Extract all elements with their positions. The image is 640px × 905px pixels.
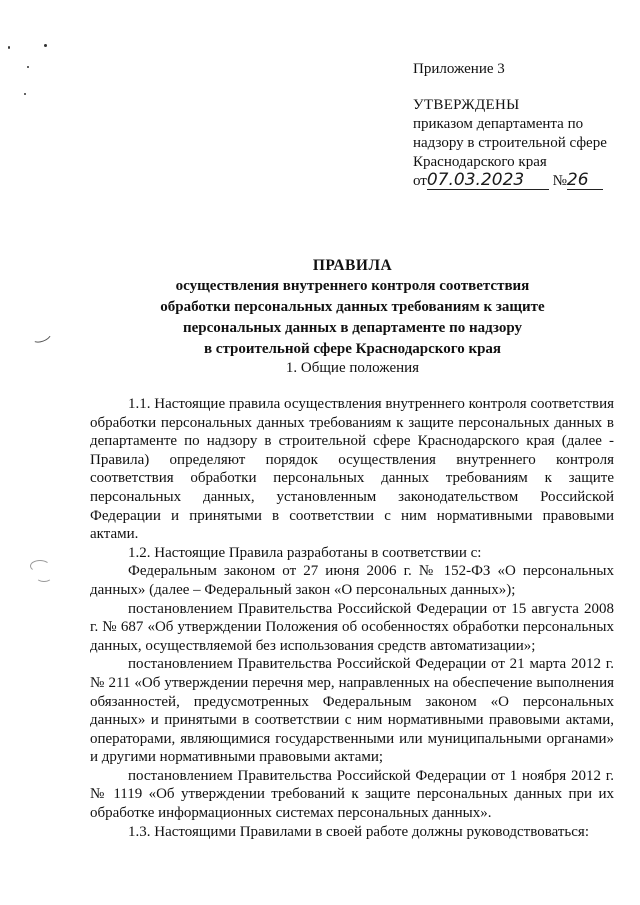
paragraph-1-2: 1.2. Настоящие Правила разработаны в соответствии с:	[128, 544, 482, 561]
title-line: в строительной сфере Краснодарского края	[203, 341, 502, 357]
margin-mark	[30, 560, 50, 572]
order-line: надзору в строительной сфере	[413, 135, 607, 151]
approval-block	[413, 60, 623, 191]
title-line: обработки персональных данных требованиям к защите	[160, 299, 545, 315]
from-prefix: от	[413, 173, 427, 189]
paragraph-law-152: Федеральным законом от 27 июня 2006 г. № 152-ФЗ «О персональных данных» (далее – Федеральный закон «О персональных данных»);	[90, 563, 614, 598]
paragraph-decree-687: постановлением Правительства Российской Федерации от 15 августа 2008 г. № 687 «Об утверждении Положения об особенностях обработки персональных данных, осуществляемой без использования средств автоматизации»;	[90, 600, 614, 654]
date-field	[426, 170, 549, 190]
document-body	[90, 395, 614, 841]
handwritten-date: 07.03.2023	[426, 170, 525, 190]
handwritten-number: 26	[566, 170, 589, 190]
annex-label: Приложение 3	[413, 61, 505, 77]
paragraph-1-1: 1.1. Настоящие правила осуществления внутреннего контроля соответствия обработки персональных данных требованиям к защите персональных данных в департаменте по надзору в строительной сфере Краснодарского края (далее - Правила) определяют порядок осуществления внутреннего контроля соответствия обработки персональных данных требованиям к защите персональных данных, установленным законодательством Российской Федерации и принятыми в соответствии с ним нормативными правовыми актами.	[90, 396, 615, 543]
paragraph-decree-1119: постановлением Правительства Российской Федерации от 1 ноября 2012 г. № 1119 «Об утверждении требований к защите персональных данных при их обработке информационных системах персональных данных».	[90, 767, 614, 822]
date-number-line	[413, 172, 623, 191]
document-title	[90, 255, 615, 360]
title-line: персональных данных в департаменте по надзору	[183, 320, 522, 336]
scan-speck	[8, 46, 10, 49]
number-field	[566, 170, 603, 190]
scan-speck	[27, 66, 29, 68]
margin-mark	[28, 325, 53, 346]
margin-mark	[36, 572, 52, 582]
paragraph-decree-211: постановлением Правительства Российской Федерации от 21 марта 2012 г. № 211 «Об утверждении перечня мер, направленных на обеспечение выполнения обязанностей, предусмотренных Федеральным законом «О персональных данных» и принятыми в соответствии с ним нормативными правовыми актами, операторами, являющимися государственными или муниципальными органами» и другими нормативными правовыми актами;	[90, 656, 614, 766]
approved-label: УТВЕРЖДЕНЫ	[413, 97, 520, 113]
scan-speck	[24, 93, 26, 95]
section-heading: 1. Общие положения	[285, 360, 420, 376]
title-main: ПРАВИЛА	[312, 257, 393, 274]
order-line: приказом департамента по	[413, 116, 584, 132]
scan-speck	[44, 44, 47, 47]
title-line: осуществления внутреннего контроля соответствия	[175, 278, 530, 294]
order-line: Краснодарского края	[413, 154, 547, 170]
paragraph-1-3: 1.3. Настоящими Правилами в своей работе должны руководствоваться:	[128, 823, 589, 840]
number-prefix: №	[552, 173, 567, 189]
